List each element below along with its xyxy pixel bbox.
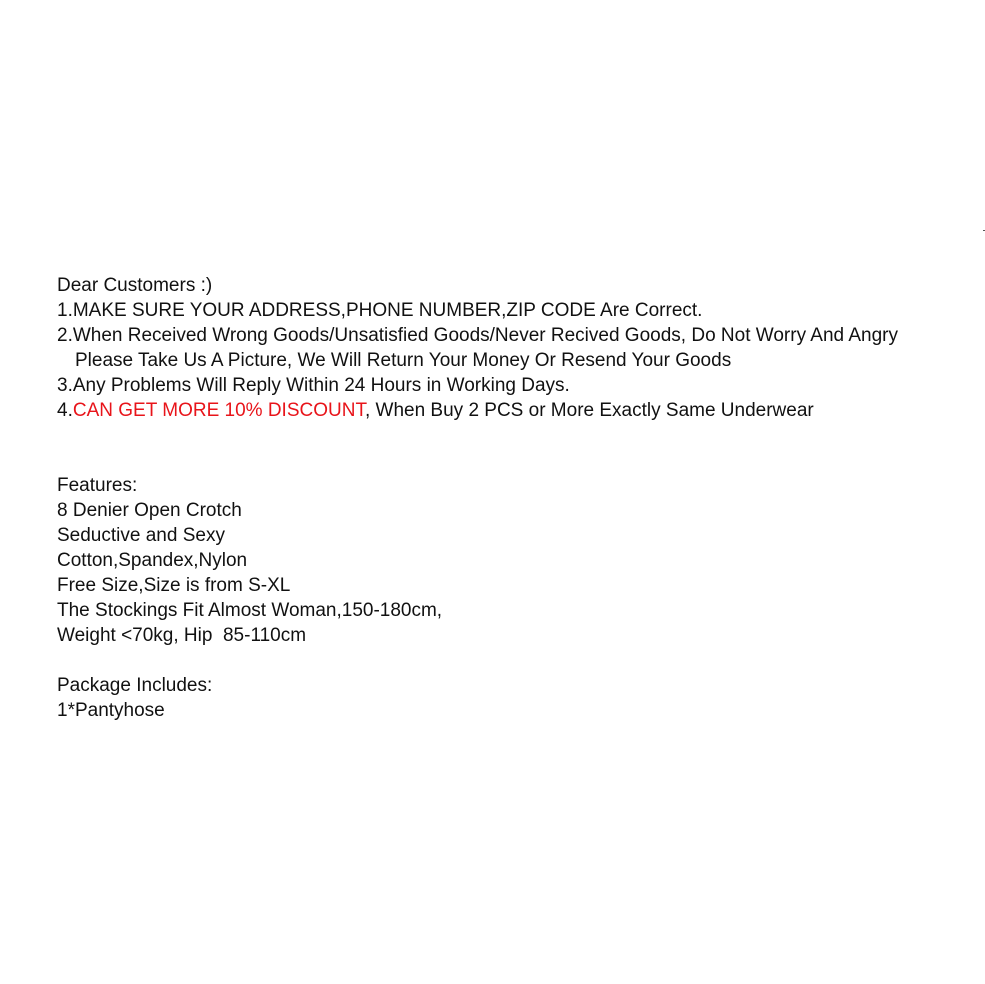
notice-item-4 — [57, 398, 814, 423]
notice-item-2: 2.When Received Wrong Goods/Unsatisfied Goods/Never Recived Goods, Do Not Worry And Angry — [57, 325, 898, 346]
notice-item-3: 3.Any Problems Will Reply Within 24 Hours in Working Days. — [57, 375, 570, 396]
feature-item: The Stockings Fit Almost Woman,150-180cm, — [57, 600, 443, 621]
feature-item: Weight <70kg, Hip 85-110cm — [57, 625, 307, 646]
notice-item-1: 1.MAKE SURE YOUR ADDRESS,PHONE NUMBER,ZIP CODE Are Correct. — [57, 300, 703, 321]
feature-item: Free Size,Size is from S-XL — [57, 575, 291, 596]
feature-item: Cotton,Spandex,Nylon — [57, 550, 248, 571]
notice-item-4-text: , When Buy 2 PCS or More Exactly Same Underwear — [364, 400, 814, 421]
feature-item: 8 Denier Open Crotch — [57, 500, 242, 521]
features-heading: Features: — [57, 475, 138, 496]
notice-item-2-continuation: Please Take Us A Picture, We Will Return Your Money Or Resend Your Goods — [75, 350, 732, 371]
notice-item-4-number: 4. — [57, 400, 73, 421]
package-heading: Package Includes: — [57, 675, 213, 696]
discount-highlight: CAN GET MORE 10% DISCOUNT — [72, 400, 365, 421]
package-item: 1*Pantyhose — [57, 700, 165, 721]
feature-item: Seductive and Sexy — [57, 525, 225, 546]
greeting: Dear Customers :) — [57, 275, 213, 296]
